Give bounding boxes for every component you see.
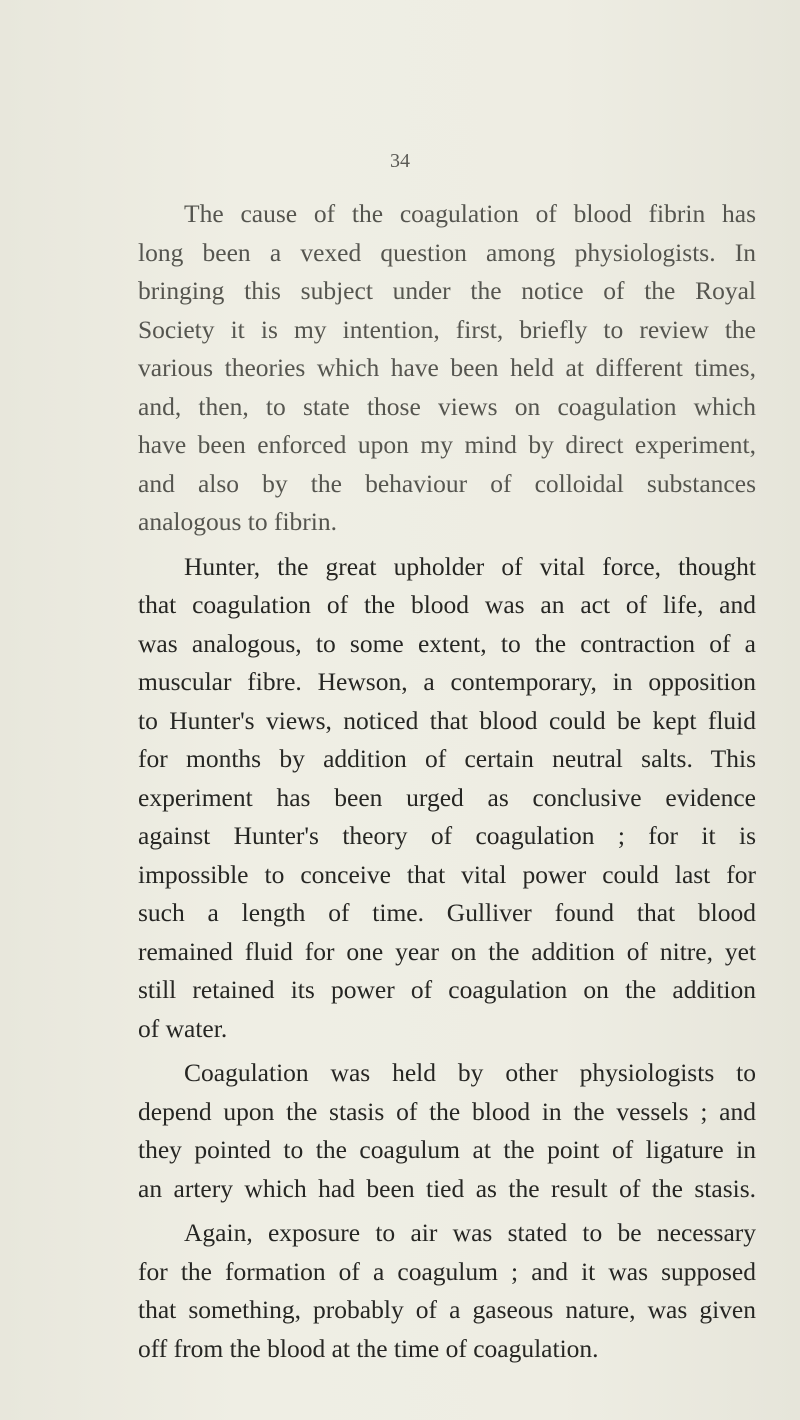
text-line: of water. [138, 1013, 228, 1043]
text-line: The cause of the coagulation of blood fibrin has [184, 199, 756, 228]
text-line: for the formation of a coagulum ; and it was supposed [138, 1256, 756, 1286]
text-line: such a length of time. Gulliver found that blood [138, 898, 756, 927]
text-line: off from the blood at the time of coagulation. [138, 1333, 599, 1363]
text-line: against Hunter's theory of coagulation ; for it is [138, 821, 756, 850]
text-line: for months by addition of certain neutral salts. This [138, 744, 756, 773]
paragraph-2 [138, 548, 756, 1049]
paragraph-4 [138, 1214, 756, 1368]
text-line: still retained its power of coagulation on the addition [138, 975, 756, 1004]
page-number: 34 [390, 150, 410, 172]
text-line: to Hunter's views, noticed that blood could be kept fluid [138, 705, 756, 735]
text-line: depend upon the stasis of the blood in the vessels ; and [138, 1096, 756, 1126]
text-line: long been a vexed question among physiologists. In [138, 237, 756, 267]
text-line: Hunter, the great upholder of vital force, thought [184, 551, 756, 581]
text-line: impossible to conceive that vital power could last for [138, 859, 756, 889]
text-line: and also by the behaviour of colloidal substances [138, 468, 756, 498]
text-line: Society it is my intention, first, briefly to review the [138, 314, 756, 344]
body-text [138, 195, 756, 1374]
text-line: have been enforced upon my mind by direct experiment, [138, 430, 756, 459]
text-line: that coagulation of the blood was an act of life, and [138, 590, 756, 619]
text-line: that something, probably of a gaseous nature, was given [138, 1295, 756, 1324]
paragraph-1 [138, 195, 756, 542]
text-line: Again, exposure to air was stated to be necessary [184, 1218, 756, 1247]
text-line: remained fluid for one year on the addition of nitre, yet [138, 936, 756, 966]
text-line: an artery which had been tied as the result of the stasis. [138, 1173, 756, 1203]
text-line: they pointed to the coagulum at the point of ligature in [138, 1135, 756, 1164]
text-line: was analogous, to some extent, to the contraction of a [138, 628, 756, 658]
text-line: bringing this subject under the notice of the Royal [138, 276, 756, 305]
text-line: Coagulation was held by other physiologists to [184, 1058, 756, 1087]
text-line: muscular fibre. Hewson, a contemporary, in opposition [138, 667, 756, 696]
text-line: various theories which have been held at different times, [138, 353, 756, 382]
paragraph-3 [138, 1054, 756, 1208]
text-line: analogous to fibrin. [138, 507, 338, 536]
text-line: and, then, to state those views on coagulation which [138, 391, 756, 421]
text-line: experiment has been urged as conclusive evidence [138, 782, 756, 812]
